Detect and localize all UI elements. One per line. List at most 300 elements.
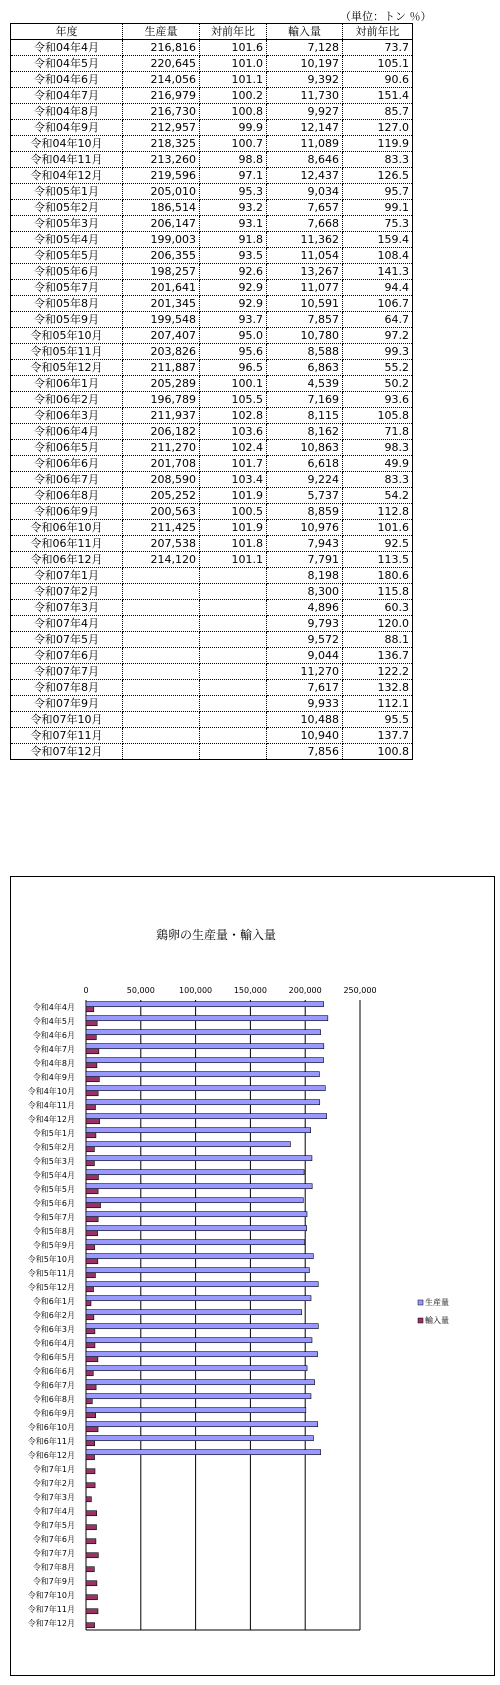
bar-imports [86, 1385, 96, 1390]
cell-period: 令和04年7月 [11, 88, 123, 104]
table-row [11, 120, 413, 136]
cell-period: 令和06年10月 [11, 520, 123, 536]
bar-production [86, 1114, 327, 1119]
cell-period: 令和05年6月 [11, 264, 123, 280]
x-tick-label: 100,000 [179, 986, 213, 995]
bar-imports [86, 1581, 97, 1586]
cell-imports-yoy: 120.0 [343, 616, 413, 632]
cell-production-yoy: 92.9 [200, 280, 267, 296]
cell-period: 令和06年6月 [11, 456, 123, 472]
cell-imports: 12,437 [267, 168, 343, 184]
cell-imports-yoy: 94.4 [343, 280, 413, 296]
cell-period: 令和04年10月 [11, 136, 123, 152]
cell-production-yoy: 105.5 [200, 392, 267, 408]
cell-period: 令和05年4月 [11, 232, 123, 248]
cell-imports: 10,197 [267, 56, 343, 72]
cell-imports-yoy: 95.5 [343, 712, 413, 728]
y-category-label: 令和4年9月 [32, 1073, 75, 1082]
cell-production: 216,730 [123, 104, 200, 120]
cell-imports-yoy: 98.3 [343, 440, 413, 456]
cell-production [123, 648, 200, 664]
cell-production-yoy: 101.9 [200, 488, 267, 504]
cell-production: 201,641 [123, 280, 200, 296]
cell-imports-yoy: 60.3 [343, 600, 413, 616]
cell-period: 令和07年9月 [11, 696, 123, 712]
cell-production: 216,816 [123, 40, 200, 56]
cell-imports-yoy: 126.5 [343, 168, 413, 184]
y-category-label: 令和7年2月 [32, 1479, 75, 1488]
y-category-label: 令和7年7月 [32, 1549, 75, 1558]
unit-note: （単位：トン ％） [340, 10, 432, 23]
y-category-label: 令和7年10月 [27, 1591, 75, 1600]
y-category-label: 令和5年10月 [27, 1255, 75, 1264]
cell-production: 198,257 [123, 264, 200, 280]
cell-production: 214,120 [123, 552, 200, 568]
cell-imports-yoy: 83.3 [343, 152, 413, 168]
cell-imports-yoy: 54.2 [343, 488, 413, 504]
cell-period: 令和04年9月 [11, 120, 123, 136]
cell-period: 令和04年11月 [11, 152, 123, 168]
cell-period: 令和07年6月 [11, 648, 123, 664]
cell-production-yoy: 101.9 [200, 520, 267, 536]
bar-imports [86, 1091, 98, 1096]
cell-period: 令和06年3月 [11, 408, 123, 424]
cell-imports: 10,863 [267, 440, 343, 456]
y-category-label: 令和6年9月 [32, 1409, 75, 1418]
cell-production-yoy [200, 680, 267, 696]
bar-imports [86, 1119, 100, 1124]
cell-imports-yoy: 127.0 [343, 120, 413, 136]
bar-imports [86, 1147, 94, 1152]
y-category-label: 令和5年7月 [32, 1213, 75, 1222]
cell-period: 令和04年4月 [11, 40, 123, 56]
cell-production: 206,147 [123, 216, 200, 232]
cell-production-yoy [200, 584, 267, 600]
cell-imports-yoy: 50.2 [343, 376, 413, 392]
cell-production: 206,355 [123, 248, 200, 264]
cell-period: 令和06年4月 [11, 424, 123, 440]
cell-production-yoy [200, 712, 267, 728]
cell-imports: 6,863 [267, 360, 343, 376]
cell-period: 令和07年10月 [11, 712, 123, 728]
cell-production-yoy: 95.0 [200, 328, 267, 344]
cell-production-yoy [200, 632, 267, 648]
cell-period: 令和06年1月 [11, 376, 123, 392]
cell-period: 令和06年9月 [11, 504, 123, 520]
cell-production-yoy: 100.1 [200, 376, 267, 392]
cell-production-yoy: 103.4 [200, 472, 267, 488]
y-category-label: 令和6年8月 [32, 1395, 75, 1404]
cell-production-yoy: 95.3 [200, 184, 267, 200]
cell-period: 令和05年9月 [11, 312, 123, 328]
cell-imports: 9,933 [267, 696, 343, 712]
cell-imports: 4,896 [267, 600, 343, 616]
bar-imports [86, 1021, 97, 1026]
bar-imports [86, 1343, 95, 1348]
bar-imports [86, 1371, 93, 1376]
bar-imports [86, 1301, 91, 1306]
y-category-label: 令和6年5月 [32, 1353, 75, 1362]
chart-panel [10, 876, 495, 1676]
bar-imports [86, 1245, 95, 1250]
cell-production: 206,182 [123, 424, 200, 440]
x-tick-label: 0 [83, 986, 89, 995]
bar-imports [86, 1413, 96, 1418]
cell-imports: 10,976 [267, 520, 343, 536]
cell-production [123, 584, 200, 600]
cell-period: 令和07年7月 [11, 664, 123, 680]
bar-imports [86, 1609, 98, 1614]
bar-imports [86, 1623, 95, 1628]
cell-imports-yoy: 119.9 [343, 136, 413, 152]
bar-imports [86, 1525, 96, 1530]
table-row [11, 56, 413, 72]
table-row [11, 728, 413, 744]
cell-period: 令和05年11月 [11, 344, 123, 360]
table-row [11, 504, 413, 520]
cell-imports: 7,169 [267, 392, 343, 408]
cell-imports: 7,657 [267, 200, 343, 216]
cell-imports-yoy: 105.8 [343, 408, 413, 424]
y-category-label: 令和4年7月 [32, 1045, 75, 1054]
cell-period: 令和04年5月 [11, 56, 123, 72]
bar-imports [86, 1189, 98, 1194]
cell-period: 令和04年6月 [11, 72, 123, 88]
cell-period: 令和07年3月 [11, 600, 123, 616]
cell-production [123, 600, 200, 616]
cell-imports-yoy: 151.4 [343, 88, 413, 104]
y-category-label: 令和5年2月 [32, 1143, 75, 1152]
cell-period: 令和05年7月 [11, 280, 123, 296]
cell-production: 203,826 [123, 344, 200, 360]
table-row [11, 664, 413, 680]
table-row [11, 328, 413, 344]
cell-production: 211,270 [123, 440, 200, 456]
table-row [11, 712, 413, 728]
table-row [11, 744, 413, 760]
cell-imports: 7,856 [267, 744, 343, 760]
cell-production [123, 680, 200, 696]
table-row [11, 552, 413, 568]
bar-imports [86, 1595, 97, 1600]
bar-imports [86, 1399, 92, 1404]
bar-production [86, 1408, 306, 1413]
cell-production-yoy: 93.2 [200, 200, 267, 216]
cell-production: 207,538 [123, 536, 200, 552]
cell-imports: 9,224 [267, 472, 343, 488]
y-category-label: 令和5年11月 [27, 1269, 75, 1278]
table-row [11, 392, 413, 408]
y-category-label: 令和5年12月 [27, 1283, 75, 1292]
cell-production-yoy: 101.6 [200, 40, 267, 56]
cell-imports: 13,267 [267, 264, 343, 280]
cell-production: 199,003 [123, 232, 200, 248]
y-category-label: 令和7年11月 [27, 1605, 75, 1614]
cell-production-yoy: 101.0 [200, 56, 267, 72]
bar-imports [86, 1315, 94, 1320]
cell-period: 令和05年2月 [11, 200, 123, 216]
cell-production: 186,514 [123, 200, 200, 216]
chart-title: 鶏卵の生産量・輸入量 [155, 928, 277, 942]
cell-production-yoy: 93.7 [200, 312, 267, 328]
cell-production-yoy: 96.5 [200, 360, 267, 376]
cell-imports-yoy: 113.5 [343, 552, 413, 568]
bar-production [86, 1058, 324, 1063]
cell-imports-yoy: 99.1 [343, 200, 413, 216]
table-row [11, 408, 413, 424]
bar-production [86, 1394, 311, 1399]
y-category-label: 令和5年9月 [32, 1241, 75, 1250]
table-row [11, 472, 413, 488]
cell-imports: 10,780 [267, 328, 343, 344]
bar-production [86, 1044, 324, 1049]
y-category-label: 令和5年5月 [32, 1185, 75, 1194]
table-row [11, 232, 413, 248]
cell-production-yoy [200, 616, 267, 632]
cell-imports: 9,044 [267, 648, 343, 664]
table-row [11, 680, 413, 696]
cell-imports-yoy: 108.4 [343, 248, 413, 264]
table-row [11, 312, 413, 328]
cell-imports: 11,077 [267, 280, 343, 296]
legend-swatch-production [418, 1300, 423, 1305]
cell-imports-yoy: 106.7 [343, 296, 413, 312]
bar-production [86, 1086, 325, 1091]
cell-period: 令和04年12月 [11, 168, 123, 184]
y-category-label: 令和7年12月 [27, 1619, 75, 1628]
y-category-label: 令和6年1月 [32, 1297, 75, 1306]
y-category-label: 令和6年3月 [32, 1325, 75, 1334]
cell-production-yoy: 102.4 [200, 440, 267, 456]
cell-production: 199,548 [123, 312, 200, 328]
x-tick-label: 250,000 [343, 986, 377, 995]
bar-imports [86, 1273, 95, 1278]
cell-period: 令和05年8月 [11, 296, 123, 312]
bar-imports [86, 1287, 94, 1292]
bar-production [86, 1296, 311, 1301]
data-table [10, 23, 413, 760]
cell-production [123, 728, 200, 744]
bar-imports [86, 1259, 98, 1264]
cell-imports-yoy: 55.2 [343, 360, 413, 376]
cell-imports-yoy: 122.2 [343, 664, 413, 680]
cell-period: 令和07年5月 [11, 632, 123, 648]
cell-period: 令和07年4月 [11, 616, 123, 632]
cell-imports-yoy: 64.7 [343, 312, 413, 328]
table-row [11, 216, 413, 232]
cell-production-yoy: 101.8 [200, 536, 267, 552]
cell-production [123, 664, 200, 680]
cell-imports: 9,572 [267, 632, 343, 648]
bar-chart [11, 877, 496, 1677]
cell-production: 214,056 [123, 72, 200, 88]
table-row [11, 280, 413, 296]
cell-production-yoy [200, 744, 267, 760]
y-category-label: 令和6年11月 [27, 1437, 75, 1446]
table-row [11, 168, 413, 184]
cell-imports-yoy: 100.8 [343, 744, 413, 760]
table-row [11, 376, 413, 392]
bar-imports [86, 1049, 99, 1054]
cell-production: 207,407 [123, 328, 200, 344]
cell-period: 令和05年10月 [11, 328, 123, 344]
bar-imports [86, 1441, 95, 1446]
y-category-label: 令和5年1月 [32, 1129, 75, 1138]
bar-production [86, 1100, 320, 1105]
y-category-label: 令和5年8月 [32, 1227, 75, 1236]
legend-label-imports: 輸入量 [425, 1316, 449, 1325]
x-tick-label: 200,000 [288, 986, 322, 995]
bar-imports [86, 1063, 97, 1068]
y-category-label: 令和7年3月 [32, 1493, 75, 1502]
bar-imports [86, 1161, 94, 1166]
cell-imports: 7,857 [267, 312, 343, 328]
cell-imports-yoy: 99.3 [343, 344, 413, 360]
y-category-label: 令和4年10月 [27, 1087, 75, 1096]
y-category-label: 令和4年8月 [32, 1059, 75, 1068]
cell-period: 令和07年2月 [11, 584, 123, 600]
y-category-label: 令和6年12月 [27, 1451, 75, 1460]
cell-period: 令和06年8月 [11, 488, 123, 504]
bar-production [86, 1142, 290, 1147]
cell-production-yoy: 102.8 [200, 408, 267, 424]
cell-period: 令和06年7月 [11, 472, 123, 488]
cell-imports-yoy: 93.6 [343, 392, 413, 408]
cell-imports: 10,940 [267, 728, 343, 744]
cell-imports: 8,300 [267, 584, 343, 600]
y-category-label: 令和7年6月 [32, 1535, 75, 1544]
cell-production-yoy [200, 600, 267, 616]
bar-production [86, 1450, 321, 1455]
table-row [11, 200, 413, 216]
cell-imports: 8,646 [267, 152, 343, 168]
cell-imports-yoy: 159.4 [343, 232, 413, 248]
table-row [11, 584, 413, 600]
bar-production [86, 1156, 312, 1161]
cell-imports: 8,198 [267, 568, 343, 584]
bar-imports [86, 1455, 95, 1460]
bar-production [86, 1002, 324, 1007]
cell-production [123, 696, 200, 712]
bar-production [86, 1198, 303, 1203]
bar-production [86, 1352, 318, 1357]
bar-production [86, 1380, 315, 1385]
table-row [11, 632, 413, 648]
bar-production [86, 1226, 307, 1231]
header-imports-yoy: 対前年比 [343, 24, 413, 40]
bar-production [86, 1128, 311, 1133]
bar-imports [86, 1203, 101, 1208]
y-category-label: 令和4年11月 [27, 1101, 75, 1110]
y-category-label: 令和5年6月 [32, 1199, 75, 1208]
legend-label-production: 生産量 [425, 1298, 449, 1307]
bar-production [86, 1366, 307, 1371]
cell-imports: 8,162 [267, 424, 343, 440]
y-category-label: 令和7年9月 [32, 1577, 75, 1586]
bar-imports [86, 1105, 95, 1110]
table-row [11, 696, 413, 712]
cell-production: 220,645 [123, 56, 200, 72]
cell-imports: 5,737 [267, 488, 343, 504]
cell-production-yoy: 93.1 [200, 216, 267, 232]
cell-imports-yoy: 136.7 [343, 648, 413, 664]
table-row [11, 440, 413, 456]
table-row [11, 520, 413, 536]
cell-imports-yoy: 73.7 [343, 40, 413, 56]
y-category-label: 令和4年5月 [32, 1017, 75, 1026]
cell-period: 令和05年5月 [11, 248, 123, 264]
cell-production: 201,708 [123, 456, 200, 472]
bar-imports [86, 1539, 96, 1544]
bar-production [86, 1324, 318, 1329]
cell-period: 令和05年3月 [11, 216, 123, 232]
y-category-label: 令和4年12月 [27, 1115, 75, 1124]
table-row [11, 360, 413, 376]
cell-imports: 11,730 [267, 88, 343, 104]
cell-production: 212,957 [123, 120, 200, 136]
cell-production-yoy: 100.8 [200, 104, 267, 120]
cell-period: 令和06年12月 [11, 552, 123, 568]
cell-imports-yoy: 115.8 [343, 584, 413, 600]
bar-imports [86, 1497, 91, 1502]
cell-imports-yoy: 75.3 [343, 216, 413, 232]
cell-production-yoy: 99.9 [200, 120, 267, 136]
table-row [11, 456, 413, 472]
cell-imports: 7,617 [267, 680, 343, 696]
bar-imports [86, 1483, 95, 1488]
cell-period: 令和06年5月 [11, 440, 123, 456]
y-category-label: 令和6年6月 [32, 1367, 75, 1376]
cell-production-yoy: 101.1 [200, 552, 267, 568]
cell-period: 令和07年1月 [11, 568, 123, 584]
table-row [11, 88, 413, 104]
table-row [11, 424, 413, 440]
cell-imports: 12,147 [267, 120, 343, 136]
x-tick-label: 50,000 [126, 986, 155, 995]
cell-production: 219,596 [123, 168, 200, 184]
table-row [11, 488, 413, 504]
table-row [11, 136, 413, 152]
cell-production: 208,590 [123, 472, 200, 488]
bar-imports [86, 1217, 98, 1222]
cell-production-yoy [200, 696, 267, 712]
cell-imports-yoy: 83.3 [343, 472, 413, 488]
cell-production-yoy: 98.8 [200, 152, 267, 168]
cell-period: 令和07年12月 [11, 744, 123, 760]
cell-production-yoy [200, 568, 267, 584]
cell-imports-yoy: 71.8 [343, 424, 413, 440]
bar-production [86, 1436, 313, 1441]
table-row [11, 648, 413, 664]
bar-imports [86, 1175, 98, 1180]
cell-imports: 11,362 [267, 232, 343, 248]
cell-period: 令和06年11月 [11, 536, 123, 552]
cell-imports: 10,591 [267, 296, 343, 312]
cell-imports-yoy: 97.2 [343, 328, 413, 344]
cell-production-yoy [200, 648, 267, 664]
y-category-label: 令和5年3月 [32, 1157, 75, 1166]
cell-production: 211,425 [123, 520, 200, 536]
cell-period: 令和07年8月 [11, 680, 123, 696]
cell-imports-yoy: 85.7 [343, 104, 413, 120]
y-category-label: 令和6年7月 [32, 1381, 75, 1390]
cell-imports-yoy: 95.7 [343, 184, 413, 200]
bar-imports [86, 1567, 94, 1572]
cell-production-yoy: 100.7 [200, 136, 267, 152]
cell-production: 200,563 [123, 504, 200, 520]
cell-production: 211,937 [123, 408, 200, 424]
bar-imports [86, 1231, 98, 1236]
